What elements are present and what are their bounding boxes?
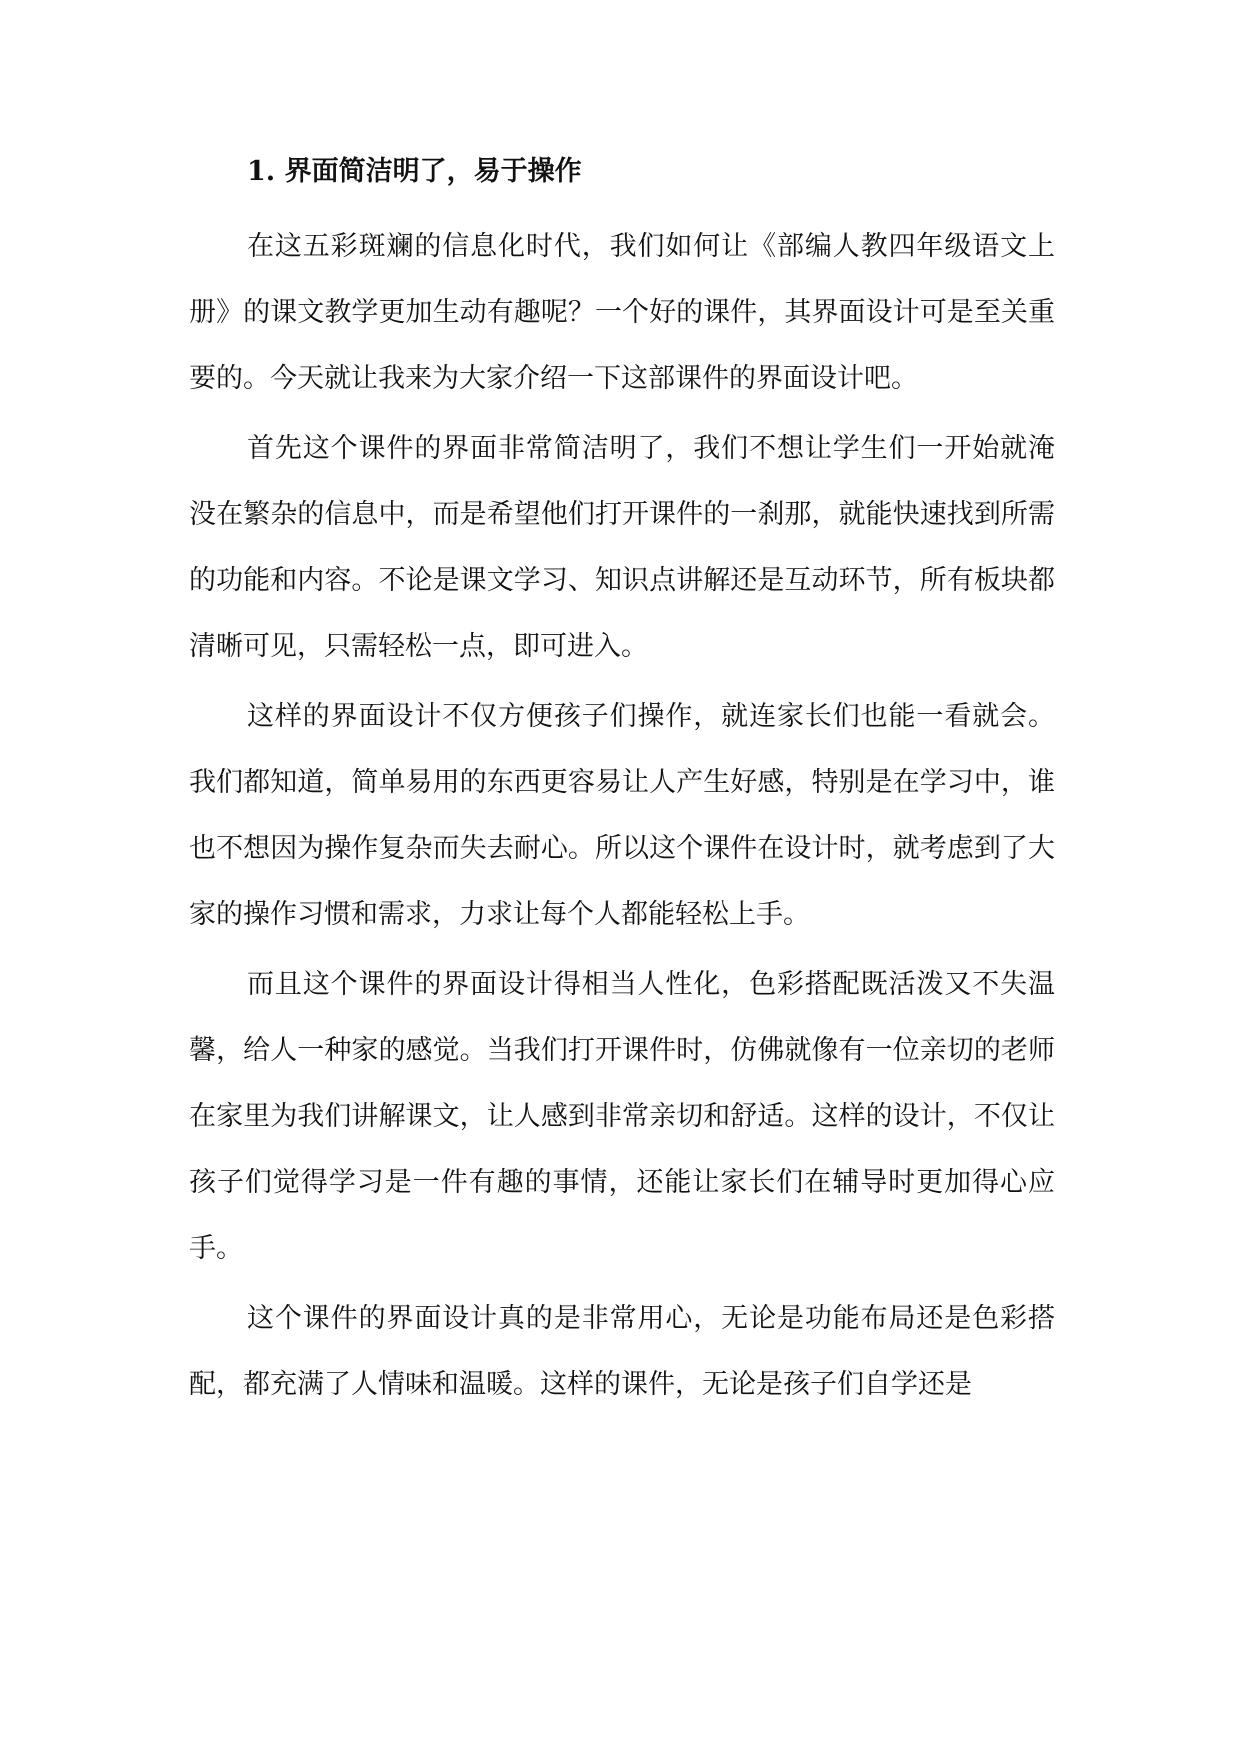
heading-spacer: [189, 196, 1055, 214]
paragraph-5: 这个课件的界面设计真的是非常用心，无论是功能布局还是色彩搭配，都充满了人情味和温暖。这样的课件，无论是孩子们自学还是: [189, 1303, 1055, 1400]
paragraph-4: 而且这个课件的界面设计得相当人性化，色彩搭配既活泼又不失温馨，给人一种家的感觉。当我们打开课件时，仿佛就像有一位亲切的老师在家里为我们讲解课文，让人感到非常亲切和舒适。这样的设计，不仅让孩子们觉得学习是一件有趣的事情，还能让家长们在辅导时更加得心应手。: [189, 969, 1055, 1264]
document-body: [189, 148, 1055, 1418]
section-heading: 1. 界面简洁明了，易于操作: [247, 156, 582, 187]
paragraph-3: 这样的界面设计不仅方便孩子们操作，就连家长们也能一看就会。我们都知道，简单易用的东西更容易让人产生好感，特别是在学习中，谁也不想因为操作复杂而失去耐心。所以这个课件在设计时，就考虑到了大家的操作习惯和需求，力求让每个人都能轻松上手。: [189, 701, 1055, 930]
paragraph-2: 首先这个课件的界面非常简洁明了，我们不想让学生们一开始就淹没在繁杂的信息中，而是希望他们打开课件的一刹那，就能快速找到所需的功能和内容。不论是课文学习、知识点讲解还是互动环节，所有板块都清晰可见，只需轻松一点，即可进入。: [189, 433, 1055, 662]
paragraph-1: 在这五彩斑斓的信息化时代，我们如何让《部编人教四年级语文上册》的课文教学更加生动有趣呢？一个好的课件，其界面设计可是至关重要的。今天就让我来为大家介绍一下这部课件的界面设计吧。: [189, 231, 1055, 394]
